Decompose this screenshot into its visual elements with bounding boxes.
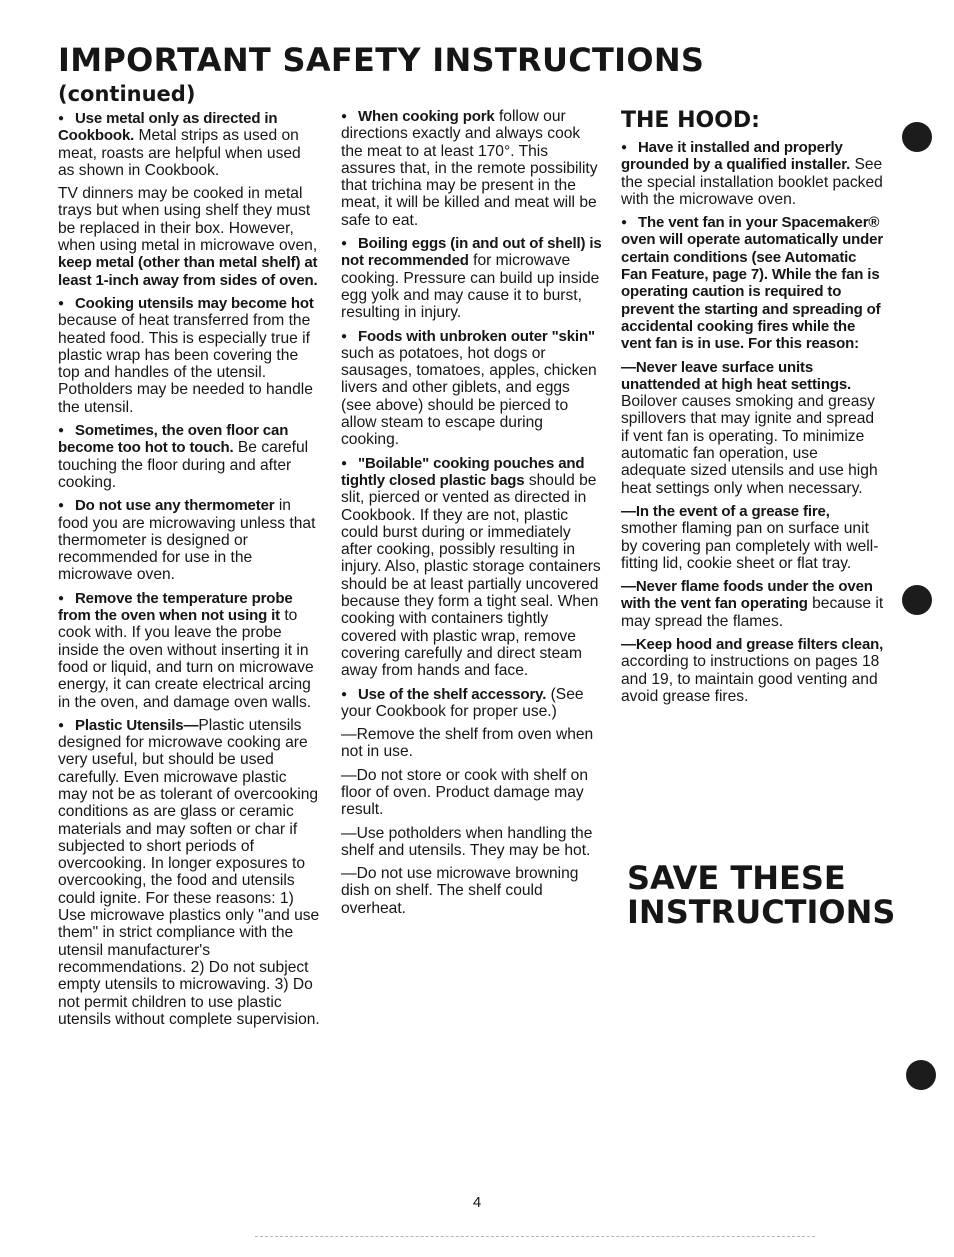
save-instructions-heading: SAVE THESE INSTRUCTIONS (627, 859, 896, 931)
binder-tab-mark-icon (902, 585, 932, 615)
footer-divider (255, 1236, 815, 1237)
bullet-icon: ● (58, 425, 65, 437)
bullet-icon: ● (58, 297, 65, 309)
page-title: IMPORTANT SAFETY INSTRUCTIONS (58, 41, 705, 79)
paragraph-eggs: ● Boiling eggs (in and out of shell) is not recommended for microwave cooking. Pressure can build up inside egg yolk and may cause it to burst, resulting in injury. (341, 235, 602, 322)
paragraph-grease-fire: —In the event of a grease fire, smother flaming pan on surface unit by covering pan completely with well-fitting lid, cookie sheet or flat tray. (621, 502, 879, 572)
binder-tab-mark-icon (906, 1060, 936, 1090)
paragraph-tv-dinners: TV dinners may be cooked in metal trays but when using shelf they must be replaced in their box. However, when using metal in microwave oven, keep metal (other than metal shelf) at least 1-inch away from sides of oven. (58, 185, 318, 289)
bullet-icon: ● (621, 217, 628, 229)
bullet-icon: ● (341, 457, 348, 469)
page-number: 4 (472, 1194, 482, 1211)
paragraph-probe: ● Remove the temperature probe from the oven when not using it to cook with. If you leave the probe inside the oven without inserting it in food or liquid, and turn on microwave energy, it can create electrical arcing in the oven, and damage oven walls. (58, 589, 314, 711)
paragraph-filters: —Keep hood and grease filters clean, according to instructions on pages 18 and 19, to maintain good venting and avoid grease fires. (621, 636, 884, 705)
paragraph-vent-fan: ● The vent fan in your Spacemaker® oven will operate automatically under certain conditions (see Automatic Fan Feature, page 7). While the fan is operating caution is required to prevent the starting and spreading of accidental cooking fires while the vent fan is in use. For this reason: (621, 214, 884, 353)
column-left (58, 110, 320, 1034)
column-middle (341, 108, 603, 923)
paragraph-shelf-remove: —Remove the shelf from oven when not in use. (341, 726, 594, 761)
section-heading-hood: THE HOOD: (621, 108, 760, 133)
binder-tab-mark-icon (902, 122, 932, 152)
bullet-icon: ● (341, 111, 348, 122)
paragraph-hood-install: ● Have it installed and properly grounded by a qualified installer. See the special installation booklet packed with the microwave oven. (621, 139, 883, 208)
page-subtitle: (continued) (58, 82, 196, 106)
paragraph-utensils-hot: ● Cooking utensils may become hot because of heat transferred from the heated food. This is especially true if plastic wrap has been covering the top and handles of the utensil. Potholders may be needed to handle the utensil. (58, 294, 314, 416)
paragraph-pork: ● When cooking pork follow our directions exactly and always cook the meat to at least 170°. This assures that, in the remote possibility that trichina may be present in the meat, it will be killed and meat will be safe to eat. (341, 108, 598, 229)
column-right (621, 108, 886, 711)
bullet-icon: ● (58, 500, 65, 512)
paragraph-thermometer: ● Do not use any thermometer in food you are microwaving unless that thermometer is designed or recommended for use in the microwave oven. (58, 497, 316, 584)
bullet-icon: ● (341, 688, 348, 700)
bullet-icon: ● (58, 592, 65, 604)
paragraph-plastic-utensils: ● Plastic Utensils—Plastic utensils designed for microwave cooking are very useful, but should be used carefully. Even microwave plastic may not be as tolerant of overcooking conditions as are glass or ceramic materials and may soften or char if subjected to short periods of overcooking. In longer exposures to overcooking, the food and utensils could ignite. For these reasons: 1) Use microwave plastics only "and use them" in strict compliance with the utensil manufacturer's recommendations. 2) Do not subject empty utensils to microwaving. 3) Do not permit children to use plastic utensils without complete supervision. (58, 716, 320, 1028)
bullet-icon: ● (58, 113, 65, 124)
paragraph-flame-foods: —Never flame foods under the oven with the vent fan operating because it may spread the flames. (621, 578, 884, 630)
bullet-icon: ● (621, 142, 628, 153)
paragraph-shelf-floor: —Do not store or cook with shelf on floor of oven. Product damage may result. (341, 766, 589, 819)
bullet-icon: ● (341, 238, 348, 250)
paragraph-oven-floor: ● Sometimes, the oven floor can become too hot to touch. Be careful touching the floor during and after cooking. (58, 422, 309, 491)
paragraph-metal: ● Use metal only as directed in Cookbook. Metal strips as used on meat, roasts are helpful when used as shown in Cookbook. (58, 110, 301, 179)
paragraph-outer-skin: ● Foods with unbroken outer "skin" such as potatoes, hot dogs or sausages, tomatoes, apples, chicken livers and other giblets, and eggs (see above) should be pierced to allow steam to escape during cooking. (341, 327, 597, 449)
paragraph-shelf-accessory: ● Use of the shelf accessory. (See your Cookbook for proper use.) (341, 685, 584, 720)
paragraph-browning-dish: —Do not use microwave browning dish on shelf. The shelf could overheat. (341, 865, 579, 917)
paragraph-boilable-pouches: ● "Boilable" cooking pouches and tightly closed plastic bags should be slit, pierced or vented as directed in Cookbook. If they are not, plastic could burst during or immediately after cooking, possibly resulting in injury. Also, plastic storage containers should be at least partially uncovered because they form a tight seal. When cooking with containers tightly covered with plastic wrap, remove covering carefully and direct steam away from hands and face. (341, 454, 601, 680)
bullet-icon: ● (341, 330, 348, 342)
paragraph-surface-units: —Never leave surface units unattended at high heat settings. Boilover causes smoking and greasy spillovers that may ignite and spread if vent fan is operating. To minimize automatic fan operation, use adequate sized utensils and use high heat settings only when necessary. (621, 358, 878, 497)
bullet-icon: ● (58, 719, 65, 731)
paragraph-shelf-potholders: —Use potholders when handling the shelf and utensils. They may be hot. (341, 824, 593, 859)
